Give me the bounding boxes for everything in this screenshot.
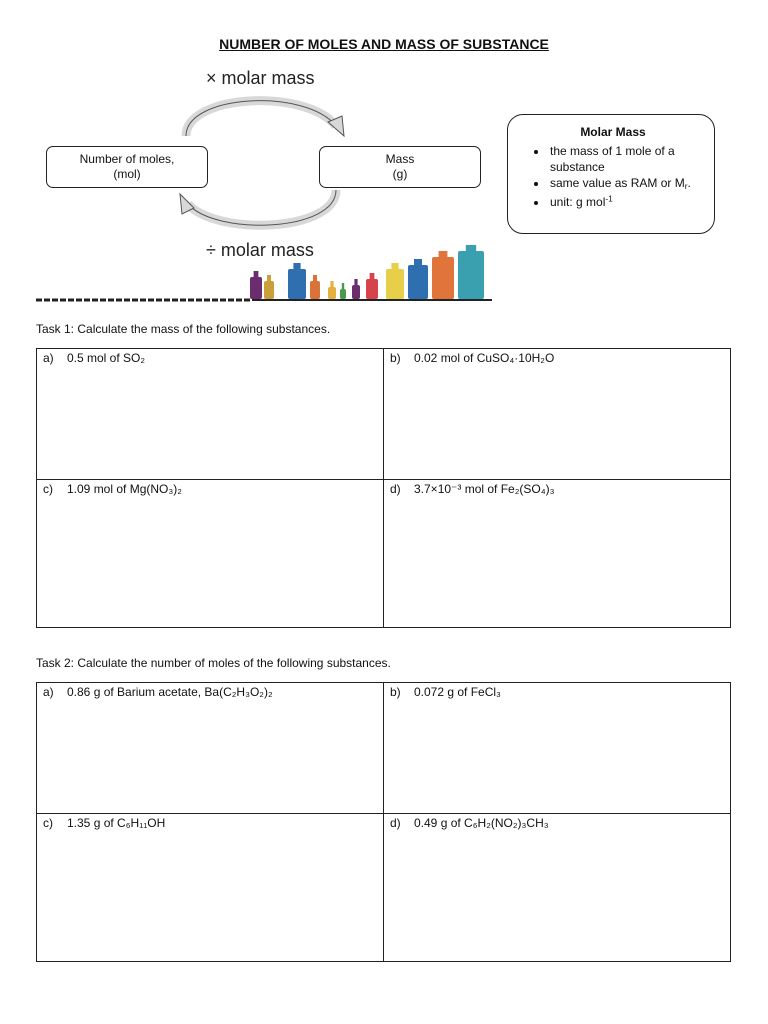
question-letter: d) [390,482,401,496]
bottle-icon [340,289,346,299]
task2-question-c[interactable] [37,814,384,962]
question-text: 1.35 g of C₆H₁₁OH [67,816,166,830]
bottle-icon [458,251,484,299]
question-letter: c) [43,816,53,830]
bottle-neck-icon [254,271,259,277]
task1-question-c[interactable] [37,480,384,628]
molar-mass-item-unit: • unit: g mol$^{-1}$ [548,194,702,210]
bottle-neck-icon [330,281,333,287]
bottle-neck-icon [267,275,271,281]
task2-label: Task 2: Calculate the number of moles of the following substances. [36,656,391,670]
bottle-neck-icon [391,263,398,269]
question-letter: b) [390,351,401,365]
moles-box-line2: (mol) [113,167,141,181]
task2-table [36,682,731,962]
bottle-icon [408,265,428,299]
bottle-neck-icon [313,275,317,281]
moles-mass-cycle-diagram [36,64,506,308]
bottle-neck-icon [439,251,448,257]
bottle-icon [352,285,360,299]
molar-mass-item-definition: • the mass of 1 mole of a substance [548,143,702,175]
mass-box [319,146,481,188]
question-letter: a) [43,685,54,699]
molar-mass-list [524,143,702,210]
question-text: 0.072 g of FeCl₃ [414,685,501,699]
question-letter: d) [390,816,401,830]
task2-question-a[interactable] [37,683,384,814]
divide-arrow-icon [188,190,336,225]
molar-mass-title: Molar Mass [580,125,646,139]
moles-box-line1: Number of moles, [79,152,175,166]
molar-mass-info-box [507,114,715,234]
question-text: 0.86 g of Barium acetate, Ba(C₂H₃O₂)₂ [67,685,273,699]
bottle-icon [386,269,404,299]
question-text: 1.09 mol of Mg(NO₃)₂ [67,482,182,496]
task1-label: Task 1: Calculate the mass of the following substances. [36,322,331,336]
bottle-icon [366,279,378,299]
task1-table [36,348,731,628]
question-text: 3.7×10⁻³ mol of Fe₂(SO₄)₃ [414,482,555,496]
question-text: 0.49 g of C₆H₂(NO₂)₃CH₃ [414,816,549,830]
moles-box [46,146,208,188]
bottle-icon [432,257,454,299]
question-text: 0.5 mol of SO₂ [67,351,146,365]
question-text: 0.02 mol of CuSO₄·10H₂O [414,351,555,365]
task2-question-b[interactable] [384,683,731,814]
page-title: NUMBER OF MOLES AND MASS OF SUBSTANCE [219,36,549,52]
question-letter: a) [43,351,54,365]
task1-question-b[interactable] [384,349,731,480]
bottle-icon [310,281,320,299]
bottle-neck-icon [342,283,344,289]
bottle-icon [250,277,262,299]
divide-molar-mass-label: ÷ molar mass [206,240,314,260]
bottle-neck-icon [466,245,476,251]
bottle-icon [328,287,336,299]
bottle-neck-icon [370,273,375,279]
bottle-neck-icon [354,279,357,285]
bottle-neck-icon [293,263,300,269]
bottle-neck-icon [414,259,422,265]
question-letter: c) [43,482,53,496]
bottle-icon [288,269,306,299]
multiply-arrow-icon [186,101,336,136]
bottle-icon [264,281,274,299]
task2-question-d[interactable] [384,814,731,962]
mass-box-line1: Mass [385,152,415,166]
mass-box-line2: (g) [392,167,408,181]
task1-question-a[interactable] [37,349,384,480]
question-letter: b) [390,685,401,699]
task1-question-d[interactable] [384,480,731,628]
molar-mass-item-ram: • same value as RAM or $M_r$. [548,175,702,194]
multiply-molar-mass-label: × molar mass [206,68,315,88]
